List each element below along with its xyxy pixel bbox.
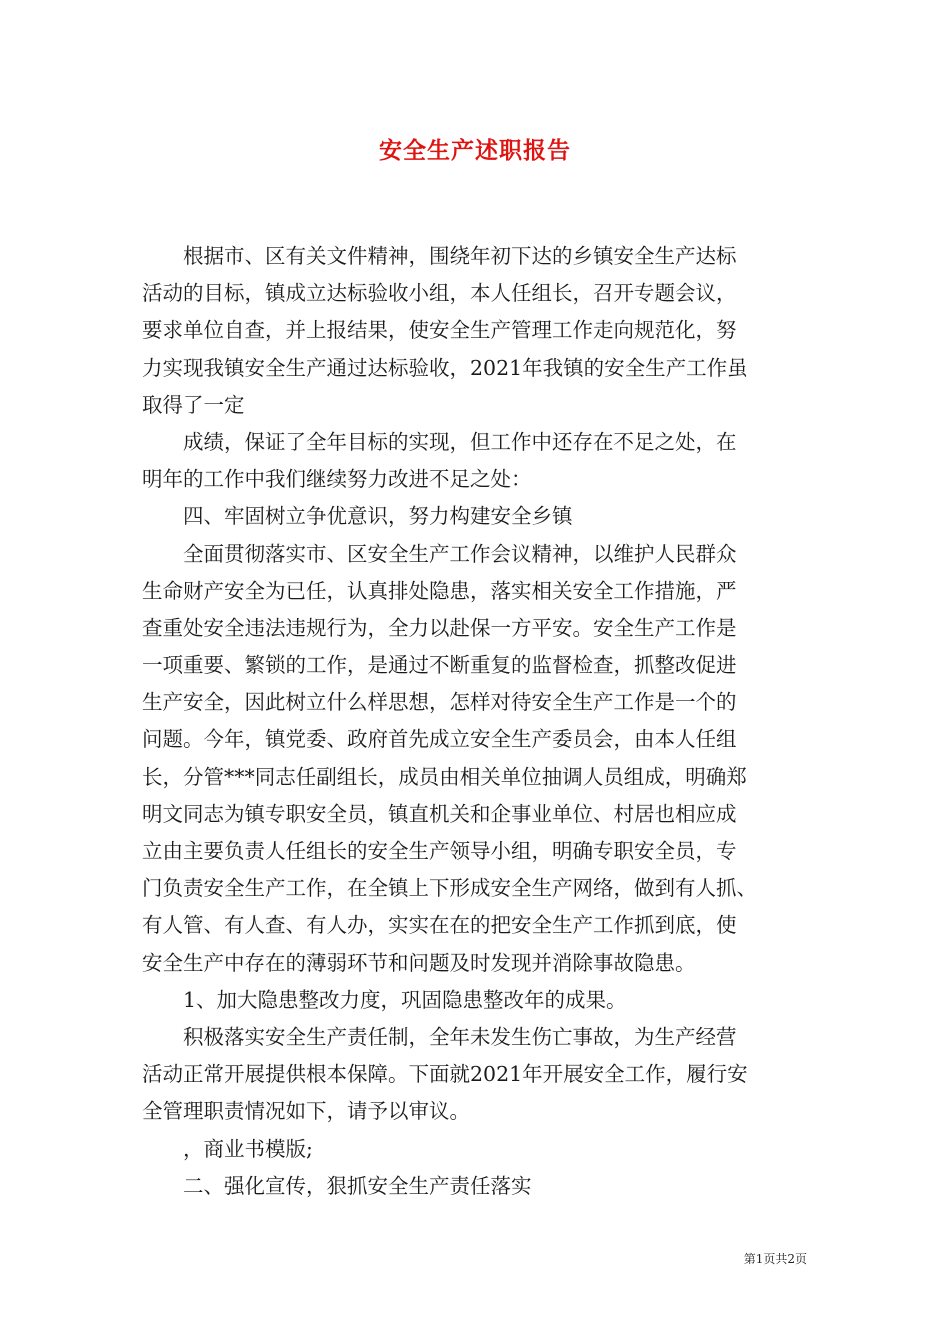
paragraph-line: 问题。今年，镇党委、政府首先成立安全生产委员会，由本人任组 bbox=[142, 727, 737, 752]
paragraph-line: 取得了一定 bbox=[142, 392, 245, 417]
paragraph-line: 力实现我镇安全生产通过达标验收，2021年我镇的安全生产工作虽 bbox=[142, 355, 748, 380]
paragraph-line: 生产安全，因此树立什么样思想，怎样对待安全生产工作是一个的 bbox=[142, 690, 737, 715]
paragraph-line: 成绩，保证了全年目标的实现，但工作中还存在不足之处，在 bbox=[183, 429, 737, 454]
paragraph-line: 长，分管***同志任副组长，成员由相关单位抽调人员组成，明确郑 bbox=[142, 764, 747, 789]
paragraph-line: 根据市、区有关文件精神，围绕年初下达的乡镇安全生产达标 bbox=[183, 244, 737, 268]
paragraph-line: 一项重要、繁锁的工作，是通过不断重复的监督检查，抓整改促进 bbox=[142, 653, 737, 678]
section-heading: 1、加大隐患整改力度，巩固隐患整改年的成果。 bbox=[183, 987, 627, 1012]
paragraph-line: ，商业书模版; bbox=[183, 1136, 313, 1161]
paragraph-line: 门负责安全生产工作，在全镇上下形成安全生产网络，做到有人抓、 bbox=[142, 876, 757, 901]
paragraph-line: 活动正常开展提供根本保障。下面就2021年开展安全工作，履行安 bbox=[142, 1062, 748, 1087]
paragraph-line: 明年的工作中我们继续努力改进不足之处： bbox=[142, 467, 532, 492]
paragraph-line: 查重处安全违法违规行为，全力以赴保一方平安。安全生产工作是 bbox=[142, 615, 737, 640]
document-body bbox=[142, 238, 812, 1205]
section-heading: 四、牢固树立争优意识，努力构建安全乡镇 bbox=[183, 504, 573, 529]
paragraph-line: 生命财产安全为已任，认真排处隐患，落实相关安全工作措施，严 bbox=[142, 578, 737, 603]
paragraph-line: 立由主要负责人任组长的安全生产领导小组，明确专职安全员，专 bbox=[142, 839, 737, 863]
paragraph-line: 活动的目标，镇成立达标验收小组，本人任组长，召开专题会议， bbox=[142, 281, 737, 306]
section-heading: 二、强化宣传，狠抓安全生产责任落实 bbox=[183, 1173, 532, 1198]
paragraph-line: 明文同志为镇专职安全员，镇直机关和企事业单位、村居也相应成 bbox=[142, 801, 737, 826]
paragraph-line: 全管理职责情况如下，请予以审议。 bbox=[142, 1099, 470, 1124]
paragraph-line: 积极落实安全生产责任制，全年未发生伤亡事故，为生产经营 bbox=[183, 1024, 737, 1049]
page-number: 第1页共2页 bbox=[743, 1252, 807, 1266]
paragraph-line: 安全生产中存在的薄弱环节和问题及时发现并消除事故隐患。 bbox=[142, 950, 696, 975]
paragraph-line: 全面贯彻落实市、区安全生产工作会议精神，以维护人民群众 bbox=[183, 541, 737, 566]
page-title: 安全生产述职报告 bbox=[379, 137, 571, 164]
paragraph-line: 有人管、有人查、有人办，实实在在的把安全生产工作抓到底，使 bbox=[142, 913, 737, 938]
paragraph-line: 要求单位自查，并上报结果，使安全生产管理工作走向规范化，努 bbox=[142, 318, 737, 343]
